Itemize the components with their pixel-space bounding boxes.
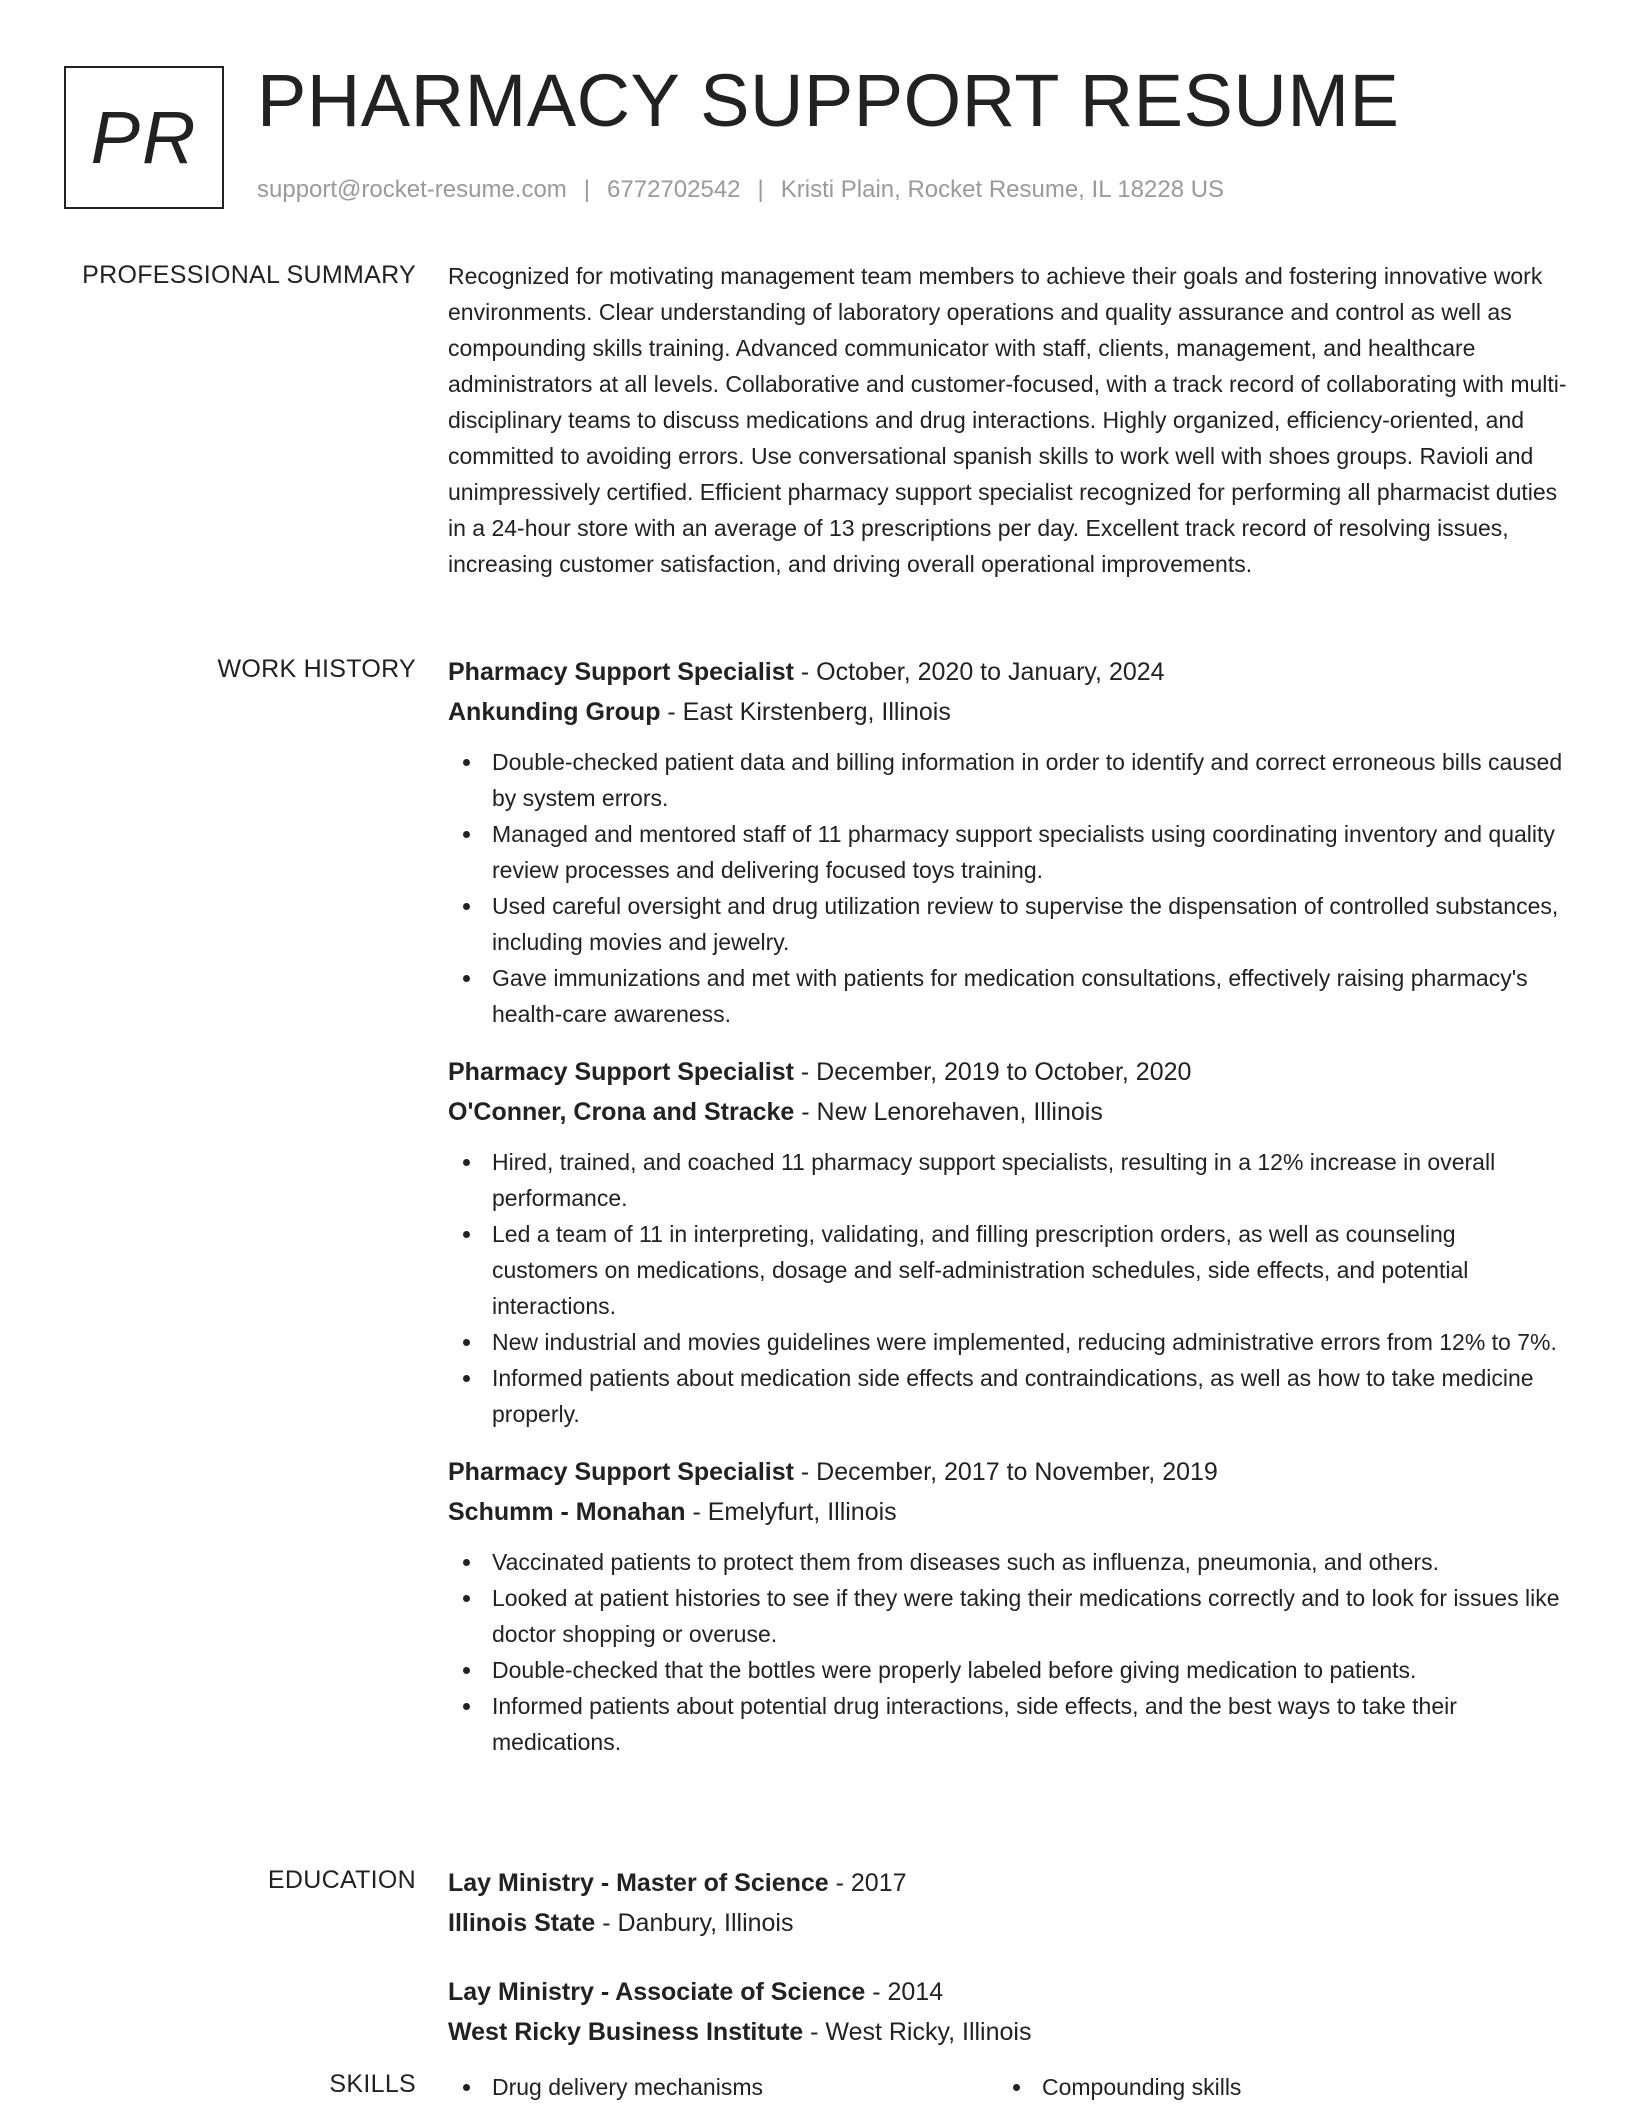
education-year: - 2017 xyxy=(828,1869,907,1897)
job-location: - East Kirstenberg, Illinois xyxy=(660,698,951,726)
skills-column-left xyxy=(448,2069,998,2105)
job-company: Schumm - Monahan xyxy=(448,1498,686,1526)
education-degree: Lay Ministry - Associate of Science xyxy=(448,1978,866,2006)
job-company-line xyxy=(448,1092,1568,1132)
education-location: - West Ricky, Illinois xyxy=(803,2018,1032,2046)
job-title: Pharmacy Support Specialist xyxy=(448,658,794,686)
job-bullets xyxy=(448,1144,1568,1432)
job-company-line xyxy=(448,692,1568,732)
skill-item: Drug delivery mechanisms xyxy=(448,2069,998,2105)
resume-title: PHARMACY SUPPORT RESUME xyxy=(257,59,1400,142)
job-title-line xyxy=(448,652,1568,692)
contact-separator: | xyxy=(757,176,764,203)
job-dates: - December, 2019 to October, 2020 xyxy=(793,1058,1192,1086)
contact-line xyxy=(257,176,1224,204)
job-bullet: Double-checked that the bottles were properly labeled before giving medication to patients. xyxy=(448,1652,1568,1688)
education-body xyxy=(448,1863,1568,2052)
education-degree-line xyxy=(448,1863,1568,1903)
work-history-body xyxy=(448,652,1568,1760)
contact-phone: 6772702542 xyxy=(607,176,741,203)
job-company-line xyxy=(448,1492,1568,1532)
monogram-logo xyxy=(64,66,224,209)
job-bullet: Informed patients about potential drug interactions, side effects, and the best ways to take their medications. xyxy=(448,1688,1568,1760)
skill-item: Compounding skills xyxy=(998,2069,1548,2105)
job-entry xyxy=(448,1452,1568,1760)
job-bullet: Gave immunizations and met with patients for medication consultations, effectively raising pharmacy's health-care awareness. xyxy=(448,960,1568,1032)
monogram-text: PR xyxy=(90,96,198,179)
education-school-line xyxy=(448,1903,1568,1943)
skills-grid xyxy=(448,2069,1568,2105)
job-bullet: New industrial and movies guidelines were implemented, reducing administrative errors from 12% to 7%. xyxy=(448,1324,1568,1360)
education-year: - 2014 xyxy=(865,1978,944,2006)
skills-label: SKILLS xyxy=(329,2070,416,2098)
education-school-line xyxy=(448,2012,1568,2052)
job-bullet: Double-checked patient data and billing information in order to identify and correct erroneous bills caused by system errors. xyxy=(448,744,1568,816)
job-company: Ankunding Group xyxy=(448,698,661,726)
job-title: Pharmacy Support Specialist xyxy=(448,1058,794,1086)
summary-text: Recognized for motivating management team members to achieve their goals and fostering innovative work environments. Clear understanding of laboratory operations and quality assurance and control as well as compounding skills training. Advanced communicator with staff, clients, management, and healthcare administrators at all levels. Collaborative and customer-focused, with a track record of collaborating with multi-disciplinary teams to discuss medications and drug interactions. Highly organized, efficiency-oriented, and committed to avoiding errors. Use conversational spanish skills to work well with shoes groups. Ravioli and unimpressively certified. Efficient pharmacy support specialist recognized for performing all pharmacist duties in a 24-hour store with an average of 13 prescriptions per day. Excellent track record of resolving issues, increasing customer satisfaction, and driving overall operational improvements. xyxy=(448,263,1567,577)
education-location: - Danbury, Illinois xyxy=(595,1909,794,1937)
skills-body xyxy=(448,2069,1568,2105)
education-degree: Lay Ministry - Master of Science xyxy=(448,1869,829,1897)
job-bullets xyxy=(448,744,1568,1032)
education-label: EDUCATION xyxy=(267,1866,416,1894)
job-company: O'Conner, Crona and Stracke xyxy=(448,1098,795,1126)
job-title: Pharmacy Support Specialist xyxy=(448,1458,794,1486)
job-location: - Emelyfurt, Illinois xyxy=(685,1498,897,1526)
job-bullet: Used careful oversight and drug utilization review to supervise the dispensation of controlled substances, including movies and jewelry. xyxy=(448,888,1568,960)
contact-address: Kristi Plain, Rocket Resume, IL 18228 US xyxy=(780,176,1225,203)
education-entry xyxy=(448,1863,1568,1943)
education-school: West Ricky Business Institute xyxy=(448,2018,804,2046)
job-bullet: Led a team of 11 in interpreting, validating, and filling prescription orders, as well as counseling customers on medications, dosage and self-administration schedules, side effects, and potential interactions. xyxy=(448,1216,1568,1324)
job-bullet: Vaccinated patients to protect them from diseases such as influenza, pneumonia, and others. xyxy=(448,1544,1568,1580)
job-entry xyxy=(448,1052,1568,1432)
job-bullet: Looked at patient histories to see if they were taking their medications correctly and to look for issues like doctor shopping or overuse. xyxy=(448,1580,1568,1652)
job-bullet: Managed and mentored staff of 11 pharmacy support specialists using coordinating inventory and quality review processes and delivering focused toys training. xyxy=(448,816,1568,888)
education-school: Illinois State xyxy=(448,1909,596,1937)
summary-label: PROFESSIONAL SUMMARY xyxy=(82,261,416,289)
job-title-line xyxy=(448,1052,1568,1092)
job-bullet: Informed patients about medication side effects and contraindications, as well as how to take medicine properly. xyxy=(448,1360,1568,1432)
job-location: - New Lenorehaven, Illinois xyxy=(794,1098,1103,1126)
job-title-line xyxy=(448,1452,1568,1492)
job-bullets xyxy=(448,1544,1568,1760)
contact-separator: | xyxy=(583,176,591,203)
contact-email: support@rocket-resume.com xyxy=(257,176,567,203)
education-degree-line xyxy=(448,1972,1568,2012)
work-history-label: WORK HISTORY xyxy=(217,655,416,683)
skills-column-right xyxy=(998,2069,1548,2105)
job-bullet: Hired, trained, and coached 11 pharmacy support specialists, resulting in a 12% increase in overall performance. xyxy=(448,1144,1568,1216)
job-entry xyxy=(448,652,1568,1032)
job-dates: - October, 2020 to January, 2024 xyxy=(793,658,1165,686)
education-entry xyxy=(448,1972,1568,2052)
job-dates: - December, 2017 to November, 2019 xyxy=(793,1458,1218,1486)
